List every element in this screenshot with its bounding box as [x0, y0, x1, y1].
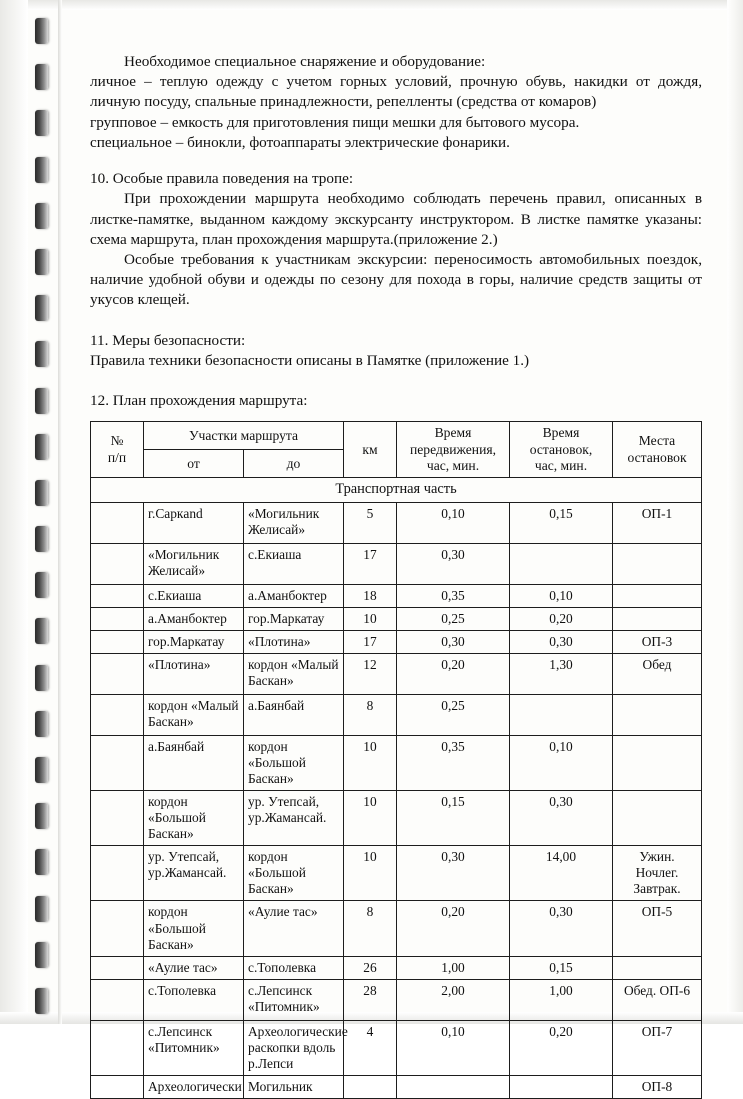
cell-from: кордон «Малый Баскан» — [144, 694, 244, 735]
spiral-binding — [30, 18, 52, 1014]
page-right-shadow — [727, 0, 743, 1024]
header-stop-line1: Время — [542, 425, 580, 441]
cell-stop-time: 1,00 — [510, 979, 613, 1020]
cell-km — [344, 1075, 397, 1098]
header-move-line1: Время — [434, 425, 472, 441]
binding-ring-icon — [35, 157, 48, 183]
binding-ring-icon — [35, 896, 48, 922]
cell-move-time: 0,10 — [397, 502, 510, 543]
cell-km: 10 — [344, 846, 397, 901]
cell-from: а.Аманбоктер — [144, 607, 244, 630]
table-row — [91, 979, 702, 1020]
cell-from: «Могильник Желисай» — [144, 543, 244, 584]
equipment-line-personal: личное – теплую одежду с учетом горных условий, прочную обувь, накидки от дождя, личную посуду, спальные принадлежности, репелленты (средства от комаров) — [90, 73, 702, 111]
section-11-title: 11. Меры безопасности: — [90, 331, 246, 349]
cell-stop-place — [613, 543, 702, 584]
cell-to: с.Тополевка — [244, 956, 344, 979]
binding-ring-icon — [35, 665, 48, 691]
header-to: до — [244, 450, 344, 478]
cell-stop-time — [510, 1075, 613, 1098]
binding-ring-icon — [35, 341, 48, 367]
binding-ring-icon — [35, 110, 48, 136]
cell-stop-place — [613, 735, 702, 790]
cell-move-time — [397, 1075, 510, 1098]
cell-move-time: 0,30 — [397, 846, 510, 901]
cell-km: 5 — [344, 502, 397, 543]
section-10-title: 10. Особые правила поведения на тропе: — [90, 170, 354, 188]
cell-number — [91, 607, 144, 630]
cell-move-time: 0,30 — [397, 630, 510, 653]
cell-number — [91, 979, 144, 1020]
table-row — [91, 607, 702, 630]
binding-ring-icon — [35, 295, 48, 321]
binding-ring-icon — [35, 203, 48, 229]
cell-move-time: 0,35 — [397, 584, 510, 607]
table-row — [91, 653, 702, 694]
table-row — [91, 1020, 702, 1075]
cell-move-time: 0,35 — [397, 735, 510, 790]
cell-number — [91, 630, 144, 653]
header-move-line2: передвижения, — [409, 441, 497, 457]
binding-ring-icon — [35, 249, 48, 275]
table-row — [91, 901, 702, 956]
cell-number — [91, 694, 144, 735]
cell-stop-place: ОП-7 — [613, 1020, 702, 1075]
table-row — [91, 630, 702, 653]
header-stop-places — [613, 422, 702, 478]
header-places-line1: Места — [638, 433, 676, 449]
cell-stop-place: ОП-1 — [613, 502, 702, 543]
cell-to: а.Баянбай — [244, 694, 344, 735]
header-places-line2: остановок — [627, 449, 687, 465]
header-number-line2: п/п — [107, 449, 127, 465]
cell-stop-time: 0,20 — [510, 1020, 613, 1075]
cell-number — [91, 653, 144, 694]
binding-ring-icon — [35, 434, 48, 460]
cell-stop-time: 14,00 — [510, 846, 613, 901]
cell-km: 17 — [344, 630, 397, 653]
cell-number — [91, 956, 144, 979]
header-from: от — [144, 450, 244, 478]
cell-from: г.Саркand — [144, 502, 244, 543]
header-move-time — [397, 422, 510, 478]
binding-ring-icon — [35, 526, 48, 552]
cell-stop-time: 0,30 — [510, 790, 613, 845]
cell-stop-place: Обед. ОП-6 — [613, 979, 702, 1020]
cell-number — [91, 846, 144, 901]
table-row — [91, 1075, 702, 1098]
binding-ring-icon — [35, 942, 48, 968]
section-12-title: 12. План прохождения маршрута: — [90, 392, 308, 410]
cell-move-time: 0,20 — [397, 901, 510, 956]
cell-km: 10 — [344, 607, 397, 630]
banner-transport-part: Транспортная часть — [91, 478, 702, 502]
cell-stop-place: ОП-3 — [613, 630, 702, 653]
cell-move-time: 0,25 — [397, 607, 510, 630]
cell-km: 8 — [344, 694, 397, 735]
cell-number — [91, 502, 144, 543]
cell-km: 26 — [344, 956, 397, 979]
cell-from: с.Екиаша — [144, 584, 244, 607]
cell-move-time: 1,00 — [397, 956, 510, 979]
cell-from: а.Баянбай — [144, 735, 244, 790]
header-stop-time — [510, 422, 613, 478]
table-banner-row — [91, 478, 702, 502]
binding-ring-icon — [35, 849, 48, 875]
document-body — [90, 52, 702, 1099]
cell-to: с.Екиаша — [244, 543, 344, 584]
cell-to: кордон «Малый Баскан» — [244, 653, 344, 694]
cell-to: «Могильник Желисай» — [244, 502, 344, 543]
binding-ring-icon — [35, 803, 48, 829]
cell-number — [91, 735, 144, 790]
cell-from: «Плотина» — [144, 653, 244, 694]
cell-number — [91, 901, 144, 956]
cell-from: с.Тополевка — [144, 979, 244, 1020]
section-11-text: Правила техники безопасности описаны в Памятке (приложение 1.) — [90, 351, 530, 369]
binding-ring-icon — [35, 757, 48, 783]
section-10-paragraph-1: При прохождении маршрута необходимо соблюдать перечень правил, описанных в листке-памятке, выданном каждому экскурсанту инструктором. В листке памятке указаны: схема маршрута, план прохождения маршрута.(приложение 2.) — [90, 190, 702, 248]
cell-km: 17 — [344, 543, 397, 584]
cell-to: «Аулие тас» — [244, 901, 344, 956]
table-row — [91, 543, 702, 584]
header-number-line1: № — [110, 433, 124, 449]
cell-stop-time: 0,30 — [510, 901, 613, 956]
binding-ring-icon — [35, 388, 48, 414]
table-row — [91, 956, 702, 979]
table-row — [91, 790, 702, 845]
section-10-paragraph-2: Особые требования к участникам экскурсии: переносимость автомобильных поездок, наличие удобной обуви и одежды по сезону для похода в горы, наличие средств защиты от укусов клещей. — [90, 250, 702, 309]
page-top-shadow — [0, 0, 743, 10]
cell-stop-time: 0,30 — [510, 630, 613, 653]
cell-from: кордон «Большой Баскан» — [144, 790, 244, 845]
binding-ring-icon — [35, 18, 48, 44]
header-stop-line3: час, мин. — [534, 457, 588, 473]
cell-number — [91, 1075, 144, 1098]
cell-stop-time — [510, 694, 613, 735]
table-header-row-1 — [91, 422, 702, 450]
cell-km: 28 — [344, 979, 397, 1020]
cell-km: 10 — [344, 790, 397, 845]
cell-stop-place: Обед — [613, 653, 702, 694]
page-fold-line — [58, 0, 62, 1024]
cell-from: с.Лепсинск «Питомник» — [144, 1020, 244, 1075]
binding-ring-icon — [35, 64, 48, 90]
cell-stop-time: 0,10 — [510, 584, 613, 607]
cell-to: а.Аманбоктер — [244, 584, 344, 607]
equipment-line-group: групповое – емкость для приготовления пищи мешки для бытового мусора. — [90, 113, 580, 131]
binding-ring-icon — [35, 480, 48, 506]
header-move-line3: час, мин. — [426, 457, 480, 473]
table-row — [91, 735, 702, 790]
header-route-sections: Участки маршрута — [144, 422, 344, 450]
cell-number — [91, 584, 144, 607]
binding-ring-icon — [35, 711, 48, 737]
cell-to: Археологические раскопки вдоль р.Лепси — [244, 1020, 344, 1075]
cell-stop-time: 0,15 — [510, 956, 613, 979]
cell-to: кордон «Большой Баскан» — [244, 846, 344, 901]
cell-stop-time: 1,30 — [510, 653, 613, 694]
cell-number — [91, 790, 144, 845]
cell-km: 4 — [344, 1020, 397, 1075]
binding-ring-icon — [35, 618, 48, 644]
cell-move-time: 0,30 — [397, 543, 510, 584]
cell-move-time: 0,25 — [397, 694, 510, 735]
table-row — [91, 584, 702, 607]
cell-stop-place — [613, 607, 702, 630]
cell-to: ур. Утепсай, ур.Жамансай. — [244, 790, 344, 845]
cell-to: с.Лепсинск «Питомник» — [244, 979, 344, 1020]
cell-move-time: 0,10 — [397, 1020, 510, 1075]
header-stop-line2: остановок, — [529, 441, 593, 457]
cell-stop-place: Ужин. Ночлег. Завтрак. — [613, 846, 702, 901]
cell-stop-place — [613, 790, 702, 845]
cell-stop-place — [613, 956, 702, 979]
cell-from: «Аулие тас» — [144, 956, 244, 979]
cell-number — [91, 543, 144, 584]
cell-stop-time: 0,10 — [510, 735, 613, 790]
cell-to: кордон «Большой Баскан» — [244, 735, 344, 790]
cell-stop-time: 0,20 — [510, 607, 613, 630]
cell-to: «Плотина» — [244, 630, 344, 653]
cell-to: гор.Маркатау — [244, 607, 344, 630]
cell-stop-time: 0,15 — [510, 502, 613, 543]
cell-move-time: 2,00 — [397, 979, 510, 1020]
equipment-heading: Необходимое специальное снаряжение и оборудование: — [124, 53, 486, 70]
route-plan-table — [90, 421, 702, 1099]
cell-move-time: 0,15 — [397, 790, 510, 845]
cell-km: 10 — [344, 735, 397, 790]
cell-move-time: 0,20 — [397, 653, 510, 694]
cell-to: Могильник — [244, 1075, 344, 1098]
cell-stop-place: ОП-8 — [613, 1075, 702, 1098]
header-number — [91, 422, 144, 478]
cell-from: гор.Маркатау — [144, 630, 244, 653]
cell-stop-place: ОП-5 — [613, 901, 702, 956]
binding-ring-icon — [35, 572, 48, 598]
table-row — [91, 694, 702, 735]
cell-from: кордон «Большой Баскан» — [144, 901, 244, 956]
cell-km: 12 — [344, 653, 397, 694]
equipment-line-special: специальное – бинокли, фотоаппараты электрические фонарики. — [90, 133, 510, 151]
page-left-shadow — [0, 0, 28, 1024]
cell-from: ур. Утепсай, ур.Жамансай. — [144, 846, 244, 901]
cell-number — [91, 1020, 144, 1075]
table-row — [91, 502, 702, 543]
header-km: км — [344, 422, 397, 478]
cell-km: 18 — [344, 584, 397, 607]
cell-stop-place — [613, 694, 702, 735]
cell-km: 8 — [344, 901, 397, 956]
cell-stop-place — [613, 584, 702, 607]
cell-stop-time — [510, 543, 613, 584]
cell-from: Археологически — [144, 1075, 244, 1098]
table-row — [91, 846, 702, 901]
binding-ring-icon — [35, 988, 48, 1014]
